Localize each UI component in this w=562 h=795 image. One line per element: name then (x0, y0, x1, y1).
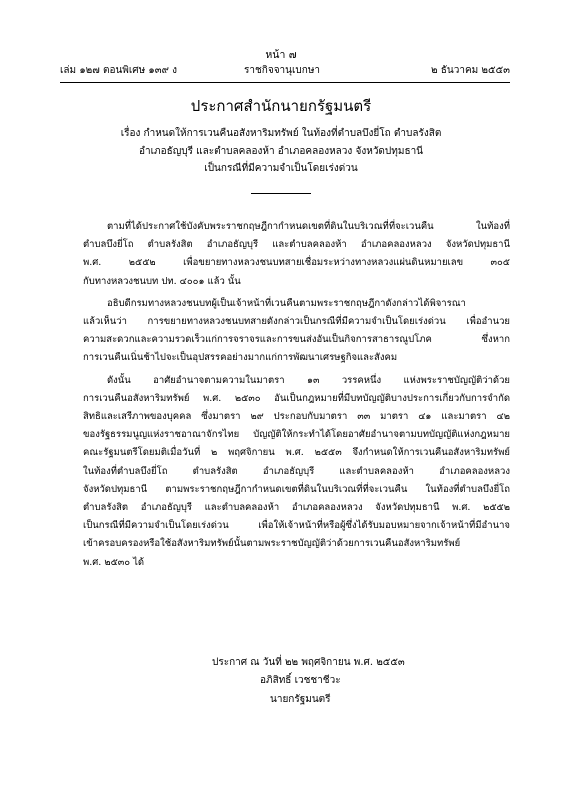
body-line: ในท้องที่ตำบลบึงยี่โถ ตำบลรังสิต อำเภอธัญบุรี และตำบลคลองห้า อำเภอคลองหลวง (83, 465, 510, 477)
signature-date: ประกาศ ณ วันที่ ๒๒ พฤศจิกายน พ.ศ. ๒๕๕๓ (212, 657, 405, 668)
body-line: ตำบลบึงยี่โถ ตำบลรังสิต อำเภอธัญบุรี และตำบลคลองห้า อำเภอคลองหลวง จังหวัดปทุมธานี (83, 239, 510, 251)
subject-line: เป็นกรณีที่มีความจำเป็นโดยเร่งด่วน (204, 163, 358, 174)
paragraph-1 (83, 218, 510, 291)
body-line: ตามที่ได้ประกาศใช้บังคับพระราชกฤษฎีกากำหนดเขตที่ดินในบริเวณที่ที่จะเวนคืน ในท้องที่ (107, 221, 510, 232)
paragraph-2 (83, 295, 510, 368)
body-line: ของรัฐธรรมนูญแห่งราชอาณาจักรไทย บัญญัติให้กระทำได้โดยอาศัยอำนาจตามบทบัญญัติแห่งกฎหมาย (83, 429, 510, 441)
signatory-name: อภิสิทธิ์ เวชชาชีวะ (260, 675, 341, 686)
body-line: การเวนคืนเนิ่นช้าไปจะเป็นอุปสรรคอย่างมากแก่การพัฒนาเศรษฐกิจและสังคม (83, 352, 398, 364)
subject-divider (251, 193, 311, 194)
subject-line: เรื่อง กำหนดให้การเวนคืนอสังหาริมทรัพย์ ในท้องที่ตำบลบึงยี่โถ ตำบลรังสิต (120, 128, 442, 139)
subject-line: อำเภอธัญบุรี และตำบลคลองห้า อำเภอคลองหลวง จังหวัดปทุมธานี (138, 145, 424, 157)
gazette-header (60, 63, 510, 79)
volume-issue: เล่ม ๑๒๗ ตอนพิเศษ ๑๓๙ ง (60, 65, 177, 76)
body-line: กับทางหลวงชนบท ปท. ๔๐๐๑ แล้ว นั้น (83, 275, 241, 287)
gazette-date: ๒ ธันวาคม ๒๕๕๓ (431, 65, 510, 76)
body-line: พ.ศ. ๒๕๓๐ ได้ (83, 556, 145, 568)
paragraph-3 (83, 372, 510, 572)
body-line: ตำบลรังสิต อำเภอธัญบุรี และตำบลคลองห้า อำเภอคลองหลวง จังหวัดปทุมธานี พ.ศ. ๒๕๕๒ (83, 502, 510, 514)
subject-block (0, 125, 562, 178)
body-line: สิทธิและเสรีภาพของบุคคล ซึ่งมาตรา ๒๙ ประกอบกับมาตรา ๓๓ มาตรา ๔๑ และมาตรา ๔๒ (83, 411, 510, 423)
announcement-body (83, 218, 510, 576)
body-line: พ.ศ. ๒๕๕๒ เพื่อขยายทางหลวงชนบทสายเชื่อมระหว่างทางหลวงแผ่นดินหมายเลข ๓๐๕ (83, 257, 510, 269)
body-line: คณะรัฐมนตรีโดยมติเมื่อวันที่ ๒ พฤศจิกายน พ.ศ. ๒๕๕๓ จึงกำหนดให้การเวนคืนอสังหาริมทรัพย์ (83, 447, 510, 459)
gazette-name: ราชกิจจานุเบกษา (244, 65, 321, 76)
header-divider (60, 82, 510, 83)
body-line: เป็นกรณีที่มีความจำเป็นโดยเร่งด่วน เพื่อให้เจ้าหน้าที่หรือผู้ซึ่งได้รับมอบหมายจากเจ้าหน้าที่มีอำนาจ (83, 520, 510, 532)
announcement-title: ประกาศสำนักนายกรัฐมนตรี (190, 97, 372, 115)
body-line: แล้วเห็นว่า การขยายทางหลวงชนบทสายดังกล่าวเป็นกรณีที่มีความจำเป็นโดยเร่งด่วน เพื่ออำนวย (83, 316, 510, 328)
body-line: การเวนคืนอสังหาริมทรัพย์ พ.ศ. ๒๕๓๐ อันเป็นกฎหมายที่มีบทบัญญัติบางประการเกี่ยวกับการจำกัด (83, 392, 510, 404)
body-line: ดังนั้น อาศัยอำนาจตามความในมาตรา ๑๓ วรรคหนึ่ง แห่งพระราชบัญญัติว่าด้วย (107, 374, 510, 386)
body-line: จังหวัดปทุมธานี ตามพระราชกฤษฎีกากำหนดเขตที่ดินในบริเวณที่ที่จะเวนคืน ในท้องที่ตำบลบึงยี่โถ (83, 483, 510, 495)
page-number: หน้า ๗ (265, 49, 297, 61)
body-line: อธิบดีกรมทางหลวงชนบทผู้เป็นเจ้าหน้าที่เวนคืนตามพระราชกฤษฎีกาดังกล่าวได้พิจารณา (107, 297, 466, 309)
signatory-position: นายกรัฐมนตรี (270, 694, 331, 705)
body-line: ความสะดวกและความรวดเร็วแก่การจราจรและการขนส่งอันเป็นกิจการสาธารณูปโภค ซึ่งหาก (83, 334, 510, 346)
body-line: เข้าครอบครองหรือใช้อสังหาริมทรัพย์นั้นตามพระราชบัญญัติว่าด้วยการเวนคืนอสังหาริมทรัพย์ (83, 538, 461, 550)
